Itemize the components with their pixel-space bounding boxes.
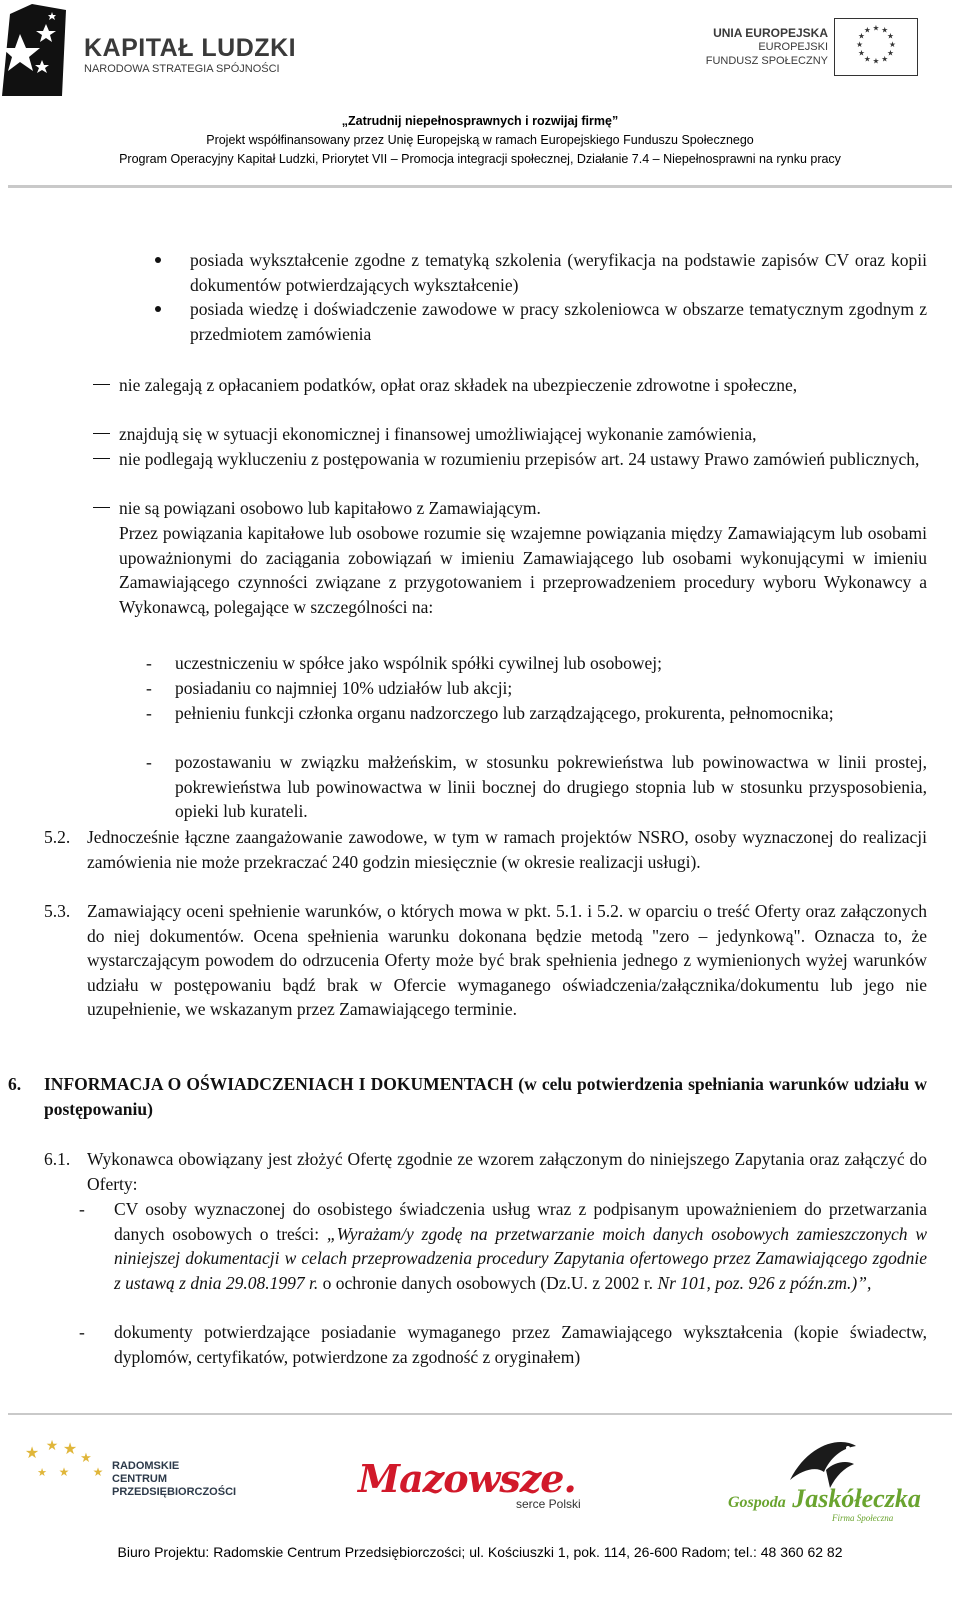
bullet-icon [155, 257, 161, 263]
svg-text:★: ★ [887, 31, 894, 41]
svg-text:★: ★ [92, 1465, 104, 1479]
cv-requirement-item [114, 1197, 927, 1295]
jaskoleczka-word: Jaskółeczka [792, 1484, 921, 1513]
project-cofinancing: Projekt współfinansowany przez Unię Europejską w ramach Europejskiego Funduszu Społecznego [206, 133, 754, 147]
rcp-line-2: CENTRUM [112, 1473, 167, 1485]
section-5-3-text: Zamawiający oceni spełnienie warunków, o których mowa w pkt. 5.1. i 5.2. w oparciu o treść Oferty oraz załączonych do niej dokumentów. Ocena spełnienia warunku dokonana będzie metodą "zero – jedynkową". Oznacza to, że wystarczającym powodem do odrzucenia Oferty może być brak spełnienia jednego z wymienionych wyżej warunków udziału w postępowaniu bądź brak w Ofercie wymaganego oświadczenia/załącznika/dokumentu lub jego nie uzupełnienie, we wskazanym przez Zamawiającego terminie. [87, 901, 927, 1020]
section-number: 6.1. [44, 1149, 71, 1169]
cv-quote-end: ”, [857, 1272, 872, 1293]
svg-text:★: ★ [24, 1443, 40, 1462]
gospoda-jaskoleczka-logo [728, 1484, 921, 1514]
hyphen-marker: - [146, 678, 152, 698]
eu-text [700, 26, 828, 68]
cv-consent-quote: „Wyrażam/y zgodę na przetwarzanie moich danych osobowych zamieszczonych w niniejszej dokumentacji w celach przeprowadzenia procedury Zapytania ofertowego przez Zamawiającego zgodnie z ustawą z dnia 29.08.1997 r. [114, 1223, 927, 1293]
svg-text:★: ★ [872, 23, 880, 33]
svg-text:★: ★ [881, 54, 889, 64]
dash-marker [93, 507, 110, 508]
rcp-line-1: RADOMSKIE [112, 1460, 180, 1472]
kapital-ludzki-subtitle: NARODOWA STRATEGIA SPÓJNOŚCI [84, 63, 280, 75]
dash-item: znajdują się w sytuacji ekonomicznej i finansowej umożliwiającej wykonanie zamówienia, [119, 424, 757, 444]
rcp-logo-text [112, 1460, 236, 1499]
project-info [0, 112, 960, 169]
dash-marker [93, 384, 110, 385]
project-title: „Zatrudnij niepełnosprawnych i rozwijaj firmę” [341, 114, 619, 128]
svg-text:★: ★ [37, 1466, 47, 1479]
bullet-icon [155, 306, 161, 312]
dash-item: nie zalegają z opłacaniem podatków, opłat oraz składek na ubezpieczenie zdrowotne i społeczne, [119, 375, 798, 395]
hyphen-item: pozostawaniu w związku małżeńskim, w stosunku pokrewieństwa lub powinowactwa w linii prostej, pokrewieństwa lub powinowactwa w linii bocznej do drugiego stopnia lub w stosunku przysposobienia, opieki lub kurateli. [175, 752, 927, 822]
capital-personal-links-paragraph: Przez powiązania kapitałowe lub osobowe rozumie się wzajemne powiązania między Zamawiającym lub osobami upoważnionymi do zaciągania zobowiązań w imieniu Zamawiającego lub osobami wykonującymi w imieniu Zamawiającego czynności związane z przygotowaniem i przeprowadzeniem procedury wyboru Wykonawcy a Wykonawcą, polegające w szczególności na: [119, 523, 927, 617]
section-number: 5.3. [44, 901, 71, 921]
svg-text:★: ★ [887, 48, 894, 58]
hyphen-marker: - [146, 703, 152, 723]
header-divider [8, 185, 952, 188]
education-documents-item: dokumenty potwierdzające posiadanie wymaganego przez Zamawiającego wykształcenia (kopie świadectw, dyplomów, certyfikatów, potwierdzone za zgodność z oryginałem) [114, 1322, 927, 1367]
hyphen-marker: - [79, 1322, 85, 1342]
svg-text:★: ★ [58, 1465, 70, 1479]
footer-divider [8, 1413, 952, 1415]
bullet-item: posiada wiedzę i doświadczenie zawodowe w pracy szkoleniowca w obszarze tematycznym zgodnym z przedmiotem zamówienia [190, 299, 927, 344]
cv-text: CV osoby wyznaczonej do osobistego świadczenia usług wraz z podpisanym upoważnieniem do przetwarzania danych osobowych o treści: [114, 1199, 927, 1244]
section-number: 6. [8, 1074, 22, 1094]
eu-line-2: EUROPEJSKI [758, 41, 828, 53]
svg-text:★: ★ [62, 1439, 78, 1458]
hyphen-marker: - [146, 752, 152, 772]
svg-text:★: ★ [863, 54, 871, 64]
cv-law-citation: Nr 101, poz. 926 z późn.zm.) [657, 1272, 858, 1293]
hyphen-marker: - [79, 1199, 85, 1219]
rcp-line-3: PRZEDSIĘBIORCZOŚCI [112, 1486, 237, 1498]
gospoda-word: Gospoda [728, 1494, 786, 1511]
kapital-ludzki-logo [2, 4, 66, 96]
hyphen-marker: - [146, 653, 152, 673]
svg-text:★: ★ [888, 40, 896, 49]
eu-line-3: FUNDUSZ SPOŁECZNY [705, 55, 828, 67]
eu-line-1: UNIA EUROPEJSKA [713, 26, 828, 40]
svg-text:★: ★ [45, 1438, 59, 1454]
section-number: 5.2. [44, 827, 71, 847]
dash-item: nie są powiązani osobowo lub kapitałowo z Zamawiającym. [119, 498, 541, 518]
svg-text:★: ★ [872, 56, 880, 66]
svg-text:★: ★ [80, 1451, 92, 1466]
dash-item: nie podlegają wykluczeniu z postępowania w rozumieniu przepisów art. 24 ustawy Prawo zamówień publicznych, [119, 449, 920, 469]
section-6-heading: INFORMACJA O OŚWIADCZENIACH I DOKUMENTACH (w celu potwierdzenia spełniania warunków udziału w postępowaniu) [44, 1074, 927, 1119]
section-6-1-text: Wykonawca obowiązany jest złożyć Ofertę zgodnie ze wzorem załączonym do niniejszego Zapytania oraz załączyć do Oferty: [87, 1149, 927, 1194]
svg-text:★: ★ [863, 25, 871, 35]
hyphen-item: posiadaniu co najmniej 10% udziałów lub akcji; [175, 678, 513, 698]
hyphen-item: pełnieniu funkcji członka organu nadzorczego lub zarządzającego, prokurenta, pełnomocnika; [175, 703, 834, 723]
svg-text:★: ★ [881, 25, 889, 35]
project-programme: Program Operacyjny Kapitał Ludzki, Priorytet VII – Promocja integracji społecznej, Działanie 7.4 – Niepełnosprawni na rynku pracy [119, 152, 841, 166]
svg-text:★: ★ [858, 31, 865, 41]
bullet-item: posiada wykształcenie zgodne z tematyką szkolenia (weryfikacja na podstawie zapisów CV oraz kopii dokumentów potwierdzających wykształcenie) [190, 250, 927, 295]
rcp-stars-logo [24, 1436, 110, 1492]
cv-text-2: o ochronie danych osobowych (Dz.U. z 2002 r. [318, 1272, 658, 1293]
project-office-address: Biuro Projektu: Radomskie Centrum Przedsiębiorczości; ul. Kościuszki 1, pok. 114, 26-600 Radom; tel.: 48 360 62 82 [117, 1544, 843, 1560]
eu-flag-icon [834, 18, 918, 76]
mazowsze-logo: Mazowsze. [358, 1456, 576, 1501]
gospoda-tagline: Firma Społeczna [832, 1513, 894, 1523]
section-5-2-text: Jednocześnie łączne zaangażowanie zawodowe, w tym w ramach projektów NSRO, osoby wyznaczonej do realizacji zamówienia nie może przekraczać 240 godzin miesięcznie (w okresie realizacji usługi). [87, 827, 927, 872]
svg-text:★: ★ [858, 48, 865, 58]
dash-marker [93, 458, 110, 459]
kapital-ludzki-title: KAPITAŁ LUDZKI [84, 34, 297, 62]
svg-text:★: ★ [856, 40, 864, 49]
dash-marker [93, 433, 110, 434]
mazowsze-tagline: serce Polski [516, 1497, 581, 1511]
hyphen-item: uczestniczeniu w spółce jako wspólnik spółki cywilnej lub osobowej; [175, 653, 662, 673]
